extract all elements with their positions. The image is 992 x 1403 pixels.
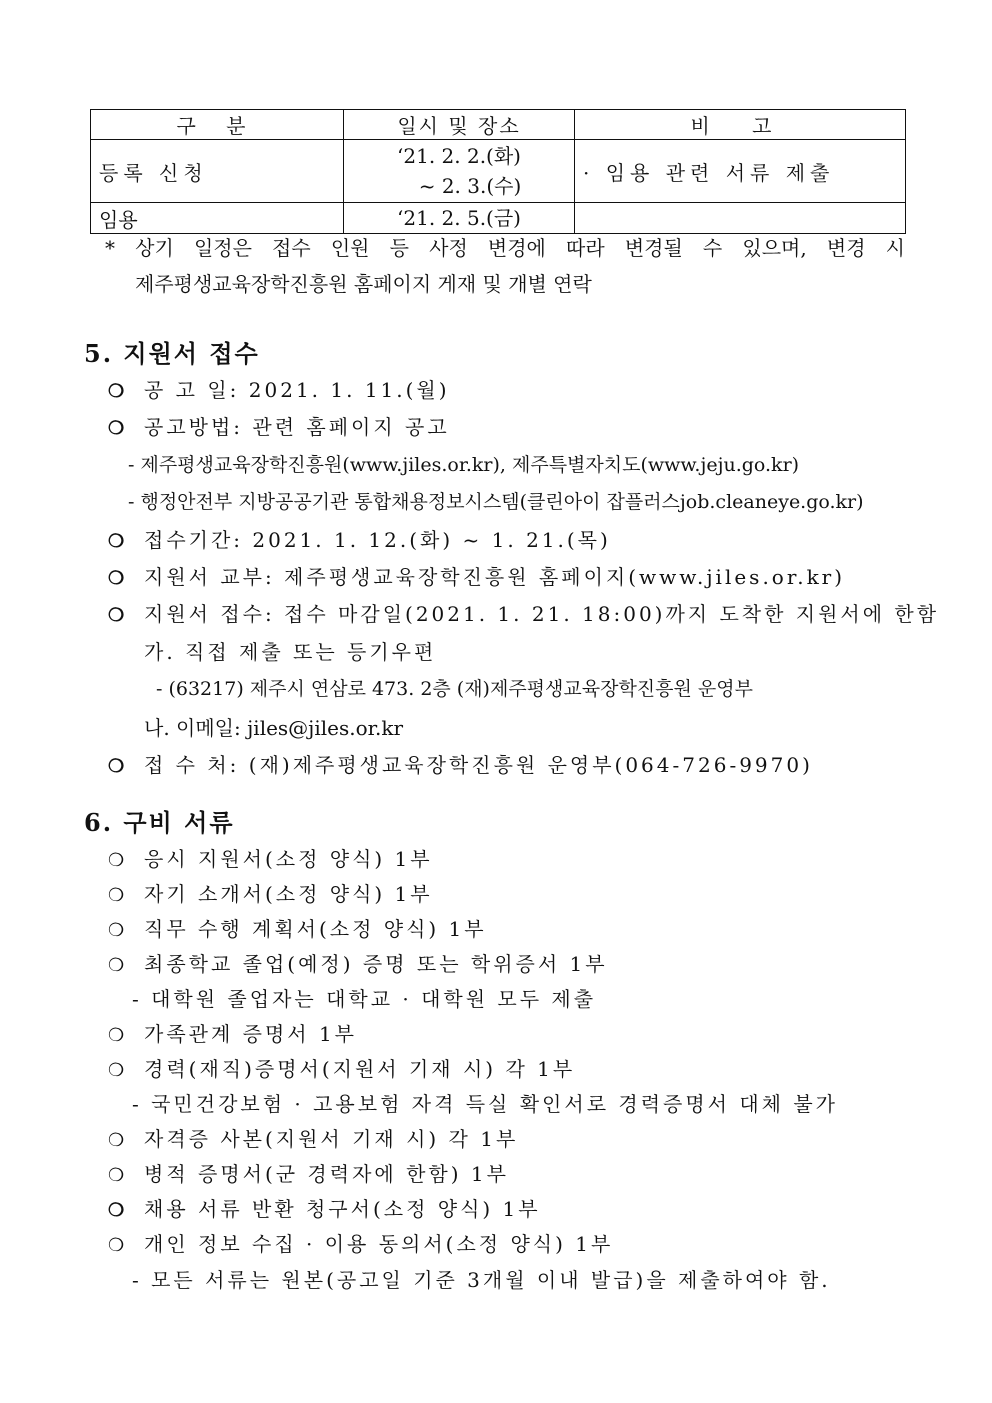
list-item xyxy=(108,1193,541,1222)
list-item xyxy=(108,598,939,627)
list-item xyxy=(108,843,433,872)
circle-outline-icon: ❍ xyxy=(108,885,125,906)
circle-outline-icon: ❍ xyxy=(108,1130,125,1151)
item-text: 채용 서류 반환 청구서(소정 양식) 1부 xyxy=(144,1197,541,1221)
cell-date: ‘21. 2. 5.(금) xyxy=(344,203,575,234)
item-text: 접수기간: 2021. 1. 12.(화) ~ 1. 21.(목) xyxy=(144,528,611,552)
item-text: 경력(재직)증명서(지원서 기재 시) 각 1부 xyxy=(144,1057,576,1081)
circle-outline-icon: ❍ xyxy=(108,850,125,871)
item-text: 가. 직접 제출 또는 등기우편 xyxy=(144,640,437,664)
circle-outline-icon: ❍ xyxy=(108,920,125,941)
list-item xyxy=(108,913,487,942)
table-row xyxy=(91,140,906,203)
item-text: 가족관계 증명서 1부 xyxy=(144,1022,357,1046)
list-item xyxy=(108,749,813,778)
date-line: ~ 2. 3.(수) xyxy=(418,174,522,198)
item-text: 자기 소개서(소정 양식) 1부 xyxy=(144,882,433,906)
circle-bold-icon: ❍ xyxy=(108,568,125,589)
circle-bold-icon: ❍ xyxy=(108,418,125,439)
list-item xyxy=(108,1018,357,1047)
section-5-title: 5. 지원서 접수 xyxy=(84,339,260,368)
sub-item: - 행정안전부 지방공공기관 통합채용정보시스템(클린아이 잡플러스job.cleaneye.go.kr) xyxy=(128,491,864,513)
item-text: 병적 증명서(군 경력자에 한함) 1부 xyxy=(144,1162,509,1186)
list-item xyxy=(108,524,611,553)
sub-item: - 제주평생교육장학진흥원(www.jiles.or.kr), 제주특별자치도(www.jeju.go.kr) xyxy=(128,454,800,476)
schedule-note xyxy=(105,230,905,302)
sub-item xyxy=(132,983,596,1012)
cell-remark xyxy=(575,203,906,234)
item-text: 지원서 교부: 제주평생교육장학진흥원 홈페이지(www.jiles.or.kr) xyxy=(144,565,846,589)
date-line: ‘21. 2. 2.(화) xyxy=(397,144,521,168)
header-remark: 비 고 xyxy=(575,110,906,140)
item-text: - 대학원 졸업자는 대학교 · 대학원 모두 제출 xyxy=(132,987,597,1011)
circle-bold-icon: ❍ xyxy=(108,605,125,626)
item-text: - 모든 서류는 원본(공고일 기준 3개월 이내 발급)을 제출하여야 함. xyxy=(132,1268,831,1292)
table-header-row xyxy=(91,110,906,140)
cell-category: 등록 신청 xyxy=(91,140,344,203)
list-item xyxy=(108,948,608,977)
sub-item xyxy=(132,1088,838,1117)
item-text: 개인 정보 수집 · 이용 동의서(소정 양식) 1부 xyxy=(144,1232,614,1256)
cell-date xyxy=(344,140,575,203)
circle-outline-icon: ❍ xyxy=(108,955,125,976)
item-text: 자격증 사본(지원서 기재 시) 각 1부 xyxy=(144,1127,519,1151)
item-text: 지원서 접수: 접수 마감일(2021. 1. 21. 18:00)까지 도착한 지원서에 한함 xyxy=(144,602,940,626)
cell-category: 임용 xyxy=(91,203,344,234)
list-item xyxy=(108,1123,518,1152)
schedule-table xyxy=(90,109,906,234)
list-item xyxy=(108,561,845,590)
circle-bold-icon: ❍ xyxy=(108,756,125,777)
section-6-title: 6. 구비 서류 xyxy=(84,808,235,837)
circle-outline-icon: ❍ xyxy=(108,1235,125,1256)
item-text: 접 수 처: (재)제주평생교육장학진흥원 운영부(064-726-9970) xyxy=(144,753,813,777)
item-text: 응시 지원서(소정 양식) 1부 xyxy=(144,847,433,871)
list-item xyxy=(108,1158,509,1187)
list-item xyxy=(108,1053,575,1082)
item-text: 공고방법: 관련 홈페이지 공고 xyxy=(144,415,450,439)
table-row xyxy=(91,203,906,234)
note-line: * 상기 일정은 접수 인원 등 사정 변경에 따라 변경될 수 있으며, 변경 시 xyxy=(105,236,905,260)
note-line: 제주평생교육장학진흥원 홈페이지 게재 및 개별 연락 xyxy=(135,272,592,296)
sub-item xyxy=(132,1264,831,1293)
list-item xyxy=(108,411,450,440)
cell-remark: · 임용 관련 서류 제출 xyxy=(575,140,906,203)
circle-bold-icon: ❍ xyxy=(108,1200,125,1221)
list-item xyxy=(108,374,450,403)
list-item xyxy=(108,878,433,907)
circle-outline-icon: ❍ xyxy=(108,1165,125,1186)
item-text: - 국민건강보험 · 고용보험 자격 득실 확인서로 경력증명서 대체 불가 xyxy=(132,1092,838,1116)
list-item xyxy=(108,1228,613,1257)
item-text: 공 고 일: 2021. 1. 11.(월) xyxy=(144,378,450,402)
circle-bold-icon: ❍ xyxy=(108,531,125,552)
header-category: 구 분 xyxy=(91,110,344,140)
item-text: 최종학교 졸업(예정) 증명 또는 학위증서 1부 xyxy=(144,952,608,976)
header-date-place: 일시 및 장소 xyxy=(344,110,575,140)
sub-item xyxy=(144,636,436,665)
item-text: 직무 수행 계획서(소정 양식) 1부 xyxy=(144,917,487,941)
circle-bold-icon: ❍ xyxy=(108,381,125,402)
circle-outline-icon: ❍ xyxy=(108,1025,125,1046)
sub-item: 나. 이메일: jiles@jiles.or.kr xyxy=(144,716,404,740)
sub-item: - (63217) 제주시 연삼로 473. 2층 (재)제주평생교육장학진흥원 운영부 xyxy=(156,678,753,700)
circle-outline-icon: ❍ xyxy=(108,1060,125,1081)
